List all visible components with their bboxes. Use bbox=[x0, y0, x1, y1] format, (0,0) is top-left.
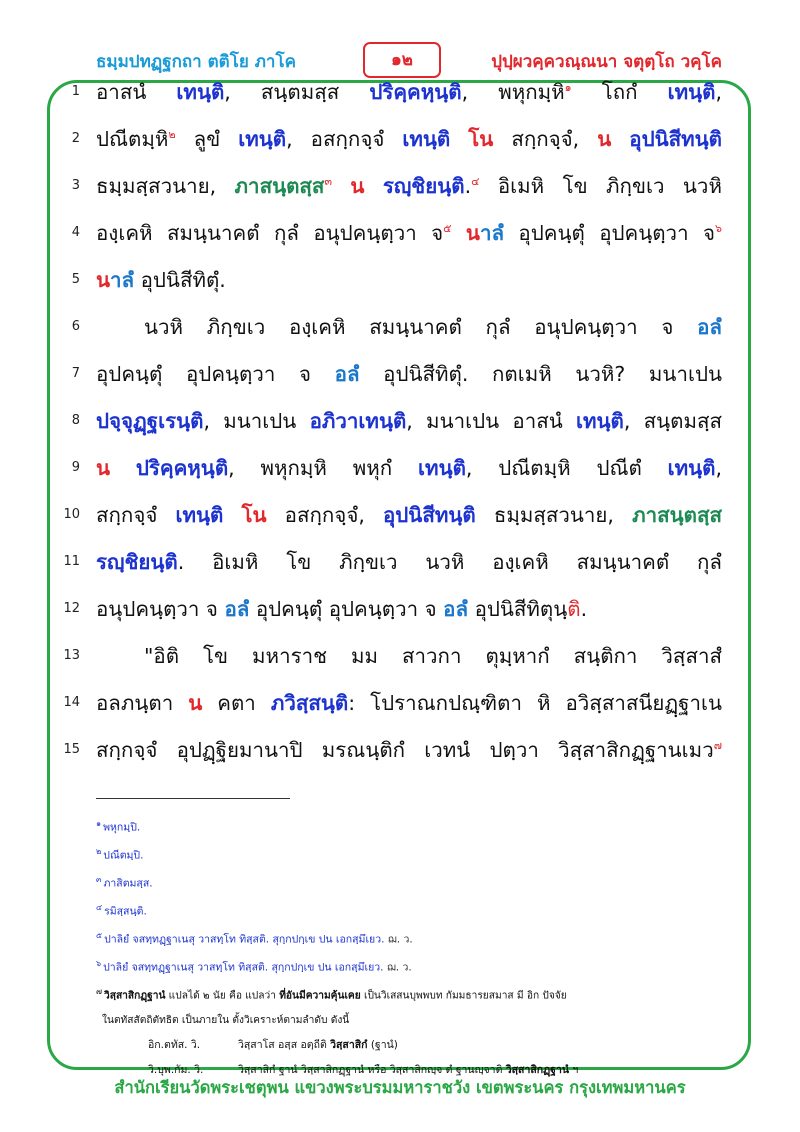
text-line bbox=[0, 258, 800, 305]
highlight-term: อลํ bbox=[224, 597, 250, 621]
text-segment: อุปนิสีทิตุํ. กตเมหิ นวหิ? มนาเปน bbox=[359, 362, 722, 386]
line-text bbox=[96, 730, 722, 770]
page-footer: สำนักเรียนวัดพระเชตุพน แขวงพระบรมมหาราชวัง เขตพระนคร กรุงเทพมหานคร bbox=[114, 1078, 686, 1097]
highlight-term: น bbox=[597, 127, 612, 151]
footnote-ref: ๑ bbox=[564, 81, 572, 95]
line-text bbox=[96, 354, 722, 394]
text-segment bbox=[611, 127, 629, 151]
analysis-abbr: วิ.บุพ.กัม. วิ. bbox=[148, 1063, 204, 1076]
analysis-text: วิสฺสาโส อสฺส อตฺถีติ bbox=[238, 1039, 331, 1052]
footnote-text: ปาลิยํ จสทฺทฏฺฐาเนสุ วาสทฺโท ทิสฺสติ. สุกฺกปกฺเข ปน เอกสฺมึเยว. bbox=[103, 961, 387, 974]
text-segment: องฺเคหิ สมนฺนาคตํ กุลํ อนุปคนฺตฺวา จ bbox=[96, 221, 444, 245]
text-line bbox=[0, 493, 800, 540]
line-text bbox=[96, 213, 722, 253]
text-segment: อิเมหิ โข ภิกฺขเว นวหิ bbox=[479, 174, 722, 198]
highlight-term: อุปนิสีทนฺติ bbox=[382, 503, 476, 527]
highlight-term: รญฺชิยนฺติ bbox=[382, 174, 465, 198]
analysis-term: วิสฺสาสิกํ bbox=[330, 1039, 368, 1052]
footnote-marker: ๑ bbox=[96, 819, 102, 828]
text-segment: , bbox=[715, 456, 723, 480]
text-segment: อุปคนฺตุํ อุปคนฺตฺวา จ bbox=[249, 597, 444, 621]
highlight-term: เทนฺติ bbox=[176, 80, 225, 104]
line-text bbox=[96, 307, 722, 347]
footnote-marker: ๕ bbox=[96, 931, 103, 940]
footnote-text: พหุกมฺปิ. bbox=[103, 821, 141, 834]
text-segment: อสกฺกจฺจํ, bbox=[266, 503, 383, 527]
line-number: 8 bbox=[71, 413, 80, 428]
line-number: 14 bbox=[63, 695, 80, 710]
text-line bbox=[0, 211, 800, 258]
footnote-source: ฌ. ว. bbox=[387, 933, 413, 946]
text-segment: , อสกฺกจฺจํ bbox=[286, 127, 403, 151]
text-segment: อุปนิสีทิตุํ. bbox=[134, 268, 226, 292]
analysis-line-1 bbox=[96, 1033, 726, 1058]
line-number: 13 bbox=[63, 648, 80, 663]
footnote-text: เป็นวิเสสนบุพพบท กัมมธารยสมาส มี อิก ปัจจัย bbox=[360, 990, 567, 1002]
footnote-ref: ๒ bbox=[168, 128, 176, 142]
highlight-term: เทนฺติ bbox=[238, 127, 287, 151]
footnote-text: ปณีตมฺปิ. bbox=[103, 849, 144, 862]
footnote-4 bbox=[96, 896, 726, 924]
text-segment: อาสนํ bbox=[96, 80, 177, 104]
text-segment: : โปราณกปณฺฑิตา หิ อวิสฺสาสนียฏฺฐาเน bbox=[348, 691, 722, 715]
text-segment: นวหิ ภิกฺขเว องฺเคหิ สมนฺนาคตํ กุลํ อนุปคนฺตฺวา จ bbox=[144, 315, 698, 339]
highlight-term: อลํ bbox=[334, 362, 360, 386]
highlight-term: อลํ bbox=[443, 597, 469, 621]
text-segment bbox=[332, 174, 350, 198]
line-text bbox=[96, 166, 722, 206]
text-segment: , ปณีตมฺหิ ปณีตํ bbox=[465, 456, 668, 480]
footnote-divider bbox=[96, 798, 290, 799]
footnote-6 bbox=[96, 952, 726, 980]
highlight-term: ปริคฺคหฺนฺติ bbox=[369, 80, 462, 104]
text-segment: , สนฺตมสฺส bbox=[224, 80, 370, 104]
line-text bbox=[96, 495, 722, 535]
text-segment: . bbox=[580, 597, 588, 621]
line-number: 7 bbox=[71, 366, 80, 381]
text-segment bbox=[223, 503, 241, 527]
line-number: 6 bbox=[71, 319, 80, 334]
footnote-ref: ๔ bbox=[471, 175, 480, 189]
highlight-term: เทนฺติ bbox=[402, 127, 451, 151]
line-number: 15 bbox=[63, 742, 80, 757]
highlight-term: ภาสนฺตสฺส bbox=[234, 174, 325, 198]
footnote-term: วิสฺสาสิกฏฺฐานํ bbox=[104, 990, 166, 1002]
footnote-marker: ๒ bbox=[96, 847, 102, 856]
text-segment bbox=[110, 456, 136, 480]
footnotes bbox=[96, 812, 726, 1082]
footnote-7 bbox=[96, 980, 726, 1009]
highlight-term: ภวิสฺสนฺติ bbox=[270, 691, 349, 715]
footnote-text: ภาสิตมสฺส. bbox=[103, 877, 153, 890]
line-text bbox=[96, 72, 722, 112]
text-segment: . bbox=[464, 174, 472, 198]
text-line bbox=[0, 446, 800, 493]
main-text bbox=[0, 70, 800, 775]
line-number: 2 bbox=[71, 131, 80, 146]
text-line bbox=[0, 681, 800, 728]
text-segment: , มนาเปน bbox=[203, 409, 310, 433]
text-segment: สกฺกจฺจํ อุปฏฺฐิยมานาปิ มรณนฺติกํ เวทนํ ปตฺวา วิสฺสาสิกฏฺฐานเมว bbox=[96, 738, 714, 762]
analysis-tail: ฯ bbox=[569, 1063, 579, 1076]
highlight-term: ปจฺจุฏฺฐเรนฺติ bbox=[96, 409, 204, 433]
text-segment: อุปคนฺตุํ อุปคนฺตฺวา จ bbox=[504, 221, 716, 245]
footnote-ref: ๗ bbox=[713, 739, 722, 753]
text-line bbox=[0, 540, 800, 587]
analysis-abbr: อิก.ตทัส. วิ. bbox=[148, 1039, 201, 1052]
text-line bbox=[0, 305, 800, 352]
footnote-3 bbox=[96, 868, 726, 896]
text-line bbox=[0, 587, 800, 634]
highlight-term: อุปนิสีทนฺติ bbox=[629, 127, 722, 151]
text-segment: "อิติ โข มหาราช มม สาวกา ตุมฺหากํ สนฺติกา วิสฺสาสํ bbox=[144, 644, 722, 668]
book-title: ธมฺมปทฏฺฐกถา ตติโย ภาโค bbox=[96, 52, 296, 72]
highlight-term: เทนฺติ bbox=[667, 456, 716, 480]
highlight-term: เทนฺติ bbox=[175, 503, 224, 527]
line-text bbox=[96, 448, 722, 488]
analysis-text: วิสฺสาสิกํ ฐานํ วิสฺสาสิกฏฺฐานํ หรือ วิสฺสาสิกญฺจ ตํ ฐานญฺจาติ bbox=[238, 1063, 506, 1076]
text-segment: . อิเมหิ โข ภิกฺขเว นวหิ องฺเคหิ สมนฺนาคตํ กุลํ bbox=[177, 550, 722, 574]
line-text bbox=[96, 683, 722, 723]
line-text bbox=[96, 119, 722, 159]
footnote-ref: ๓ bbox=[324, 175, 332, 189]
footnote-phrase: ที่อันมีความคุ้นเคย bbox=[279, 990, 361, 1002]
text-segment: ธมฺมสฺสวนาย, bbox=[475, 503, 633, 527]
line-number: 10 bbox=[63, 507, 80, 522]
line-number: 9 bbox=[71, 460, 80, 475]
text-segment bbox=[364, 174, 382, 198]
highlight-term: เทนฺติ bbox=[575, 409, 624, 433]
highlight-term: โน bbox=[468, 127, 494, 151]
highlight-term: เทนฺติ bbox=[667, 80, 716, 104]
text-segment: อนุปคนฺตฺวา จ bbox=[96, 597, 225, 621]
footnote-marker: ๓ bbox=[96, 875, 102, 884]
text-line bbox=[0, 728, 800, 775]
text-segment: สกฺกจฺจํ, bbox=[493, 127, 598, 151]
highlight-term: ปริคฺคหฺนฺติ bbox=[135, 456, 229, 480]
text-segment bbox=[452, 221, 466, 245]
text-segment: โถกํ bbox=[571, 80, 668, 104]
footnote-marker: ๖ bbox=[96, 959, 102, 968]
line-text bbox=[96, 589, 722, 629]
text-segment: อุปคนฺตุํ อุปคนฺตฺวา จ bbox=[96, 362, 335, 386]
text-segment: อุปนิสีทิตุนฺ bbox=[468, 597, 568, 621]
highlight-term: อภิวาเทนฺติ bbox=[309, 409, 407, 433]
footnote-text: รมิสฺสนฺติ. bbox=[104, 905, 147, 918]
footnote-1 bbox=[96, 812, 726, 840]
line-number: 11 bbox=[63, 554, 80, 569]
highlight-term: นาลํ bbox=[465, 221, 505, 245]
highlight-term: โน bbox=[241, 503, 267, 527]
highlight-term: น bbox=[350, 174, 365, 198]
line-number: 1 bbox=[71, 84, 80, 99]
text-segment: , bbox=[715, 80, 722, 104]
text-segment: คตา bbox=[202, 691, 271, 715]
line-number: 5 bbox=[71, 272, 80, 287]
text-segment bbox=[450, 127, 468, 151]
footnote-7-continued: ในตทัสสัตถิตัทธิต เป็นภายใน ตั้งวิเคราะห์ตามลำดับ ดังนี้ bbox=[102, 1014, 350, 1026]
footnote-2 bbox=[96, 840, 726, 868]
text-line bbox=[0, 634, 800, 681]
highlight-term: รญฺชิยนฺติ bbox=[96, 550, 178, 574]
text-segment: อลภนฺตา bbox=[96, 691, 189, 715]
text-line bbox=[0, 117, 800, 164]
analysis-term: วิสฺสาสิกฏฺฐานํ bbox=[505, 1063, 570, 1076]
analysis-tail: (ฐานํ) bbox=[367, 1039, 398, 1052]
footnote-source: ฌ. ว. bbox=[386, 961, 412, 974]
line-text bbox=[96, 542, 722, 582]
highlight-term: นาลํ bbox=[96, 268, 135, 292]
line-number: 3 bbox=[71, 178, 80, 193]
text-line bbox=[0, 164, 800, 211]
highlight-term: ติ bbox=[567, 597, 581, 621]
line-text bbox=[96, 636, 722, 676]
footnote-ref: ๖ bbox=[715, 222, 722, 236]
footnote-5 bbox=[96, 924, 726, 952]
text-segment: สกฺกจฺจํ bbox=[96, 503, 176, 527]
highlight-term: ภาสนฺตสฺส bbox=[632, 503, 722, 527]
page-number-badge: ๑๒ bbox=[363, 42, 441, 78]
highlight-term: อลํ bbox=[697, 315, 722, 339]
text-segment: , มนาเปน อาสนํ bbox=[406, 409, 576, 433]
text-segment: ปณีตมฺหิ bbox=[96, 127, 169, 151]
text-line bbox=[0, 352, 800, 399]
highlight-term: น bbox=[188, 691, 203, 715]
text-segment: , พหุกมฺหิ พหุกํ bbox=[228, 456, 419, 480]
footnote-text: ปาลิยํ จสทฺทฏฺฐาเนสุ วาสทฺโท ทิสฺสติ. สุกฺกปกฺเข ปน เอกสฺมึเยว. bbox=[104, 933, 388, 946]
highlight-term: เทนฺติ bbox=[418, 456, 466, 480]
line-text bbox=[96, 401, 722, 441]
chapter-title: ปุปฺผวคฺควณฺณนา จตุตฺโถ วคฺโค bbox=[491, 52, 722, 72]
highlight-term: น bbox=[96, 456, 111, 480]
line-number: 12 bbox=[63, 601, 80, 616]
footnote-ref: ๕ bbox=[443, 222, 452, 236]
text-segment: ธมฺมสฺสวนาย, bbox=[96, 174, 235, 198]
text-segment: , พหุกมฺหิ bbox=[461, 80, 565, 104]
text-line bbox=[0, 399, 800, 446]
footnote-marker: ๔ bbox=[96, 903, 103, 912]
text-segment: ลูขํ bbox=[175, 127, 239, 151]
text-segment: , สนฺตมสฺส bbox=[623, 409, 722, 433]
footnote-marker: ๗ bbox=[96, 987, 103, 996]
text-line bbox=[0, 70, 800, 117]
footnote-text: แปลได้ ๒ นัย คือ แปลว่า bbox=[165, 990, 280, 1002]
line-number: 4 bbox=[71, 225, 80, 240]
line-text bbox=[96, 260, 722, 300]
